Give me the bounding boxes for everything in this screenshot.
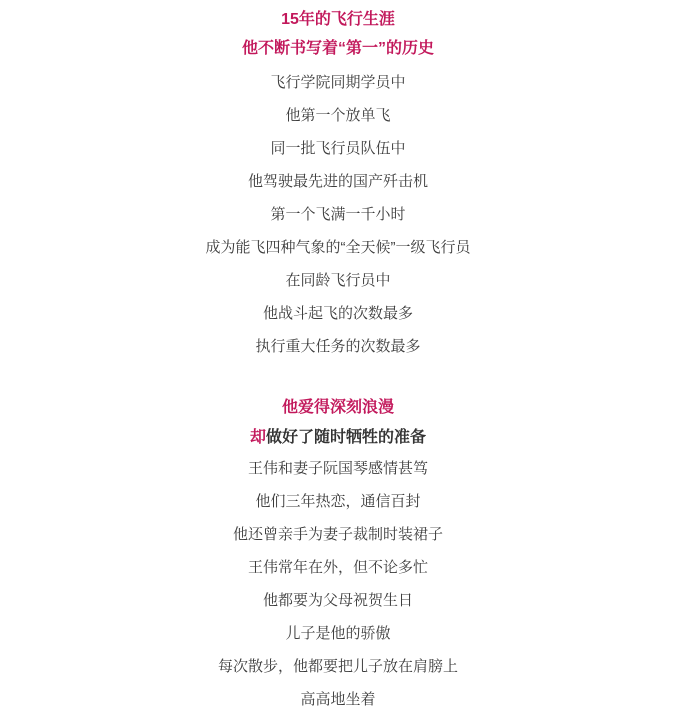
article-section-2 (20, 393, 656, 716)
section-2-line-1: 王伟和妻子阮国琴感情甚笃 (247, 460, 428, 477)
section-2-line-8: 高高地坐着 (300, 691, 376, 708)
section-2-heading-rest: 做好了随时牺牲的准备 (266, 429, 427, 446)
section-2-heading-accent-char: 却 (249, 429, 266, 446)
section-1-line-2: 他第一个放单飞 (285, 107, 391, 124)
section-1-line-8: 他战斗起飞的次数最多 (262, 305, 413, 322)
section-2-heading-secondary (20, 425, 656, 452)
section-1-heading-primary: 15年的飞行生涯 (281, 11, 395, 28)
section-1-line-3: 同一批飞行员队伍中 (270, 140, 406, 157)
article-section-1 (20, 6, 656, 363)
section-1-line-6: 成为能飞四种气象的“全天候”一级飞行员 (205, 239, 471, 256)
section-1-line-1: 飞行学院同期学员中 (270, 74, 406, 91)
section-1-line-7: 在同龄飞行员中 (285, 272, 391, 289)
section-1-line-9: 执行重大任务的次数最多 (255, 338, 421, 355)
section-2-line-4: 王伟常年在外，但不论多忙 (247, 559, 428, 576)
section-1-heading-secondary: 他不断书写着“第一”的历史 (241, 40, 434, 57)
section-1-line-4: 他驾驶最先进的国产歼击机 (247, 173, 428, 190)
section-2-heading-primary: 他爱得深刻浪漫 (281, 399, 394, 416)
section-2-line-6: 儿子是他的骄傲 (285, 625, 391, 642)
section-2-line-3: 他还曾亲手为妻子裁制时装裙子 (232, 526, 443, 543)
section-2-line-7: 每次散步，他都要把儿子放在肩膀上 (217, 658, 458, 675)
section-2-line-2: 他们三年热恋，通信百封 (255, 493, 421, 510)
section-2-line-5: 他都要为父母祝贺生日 (262, 592, 413, 609)
section-1-line-5: 第一个飞满一千小时 (270, 206, 406, 223)
section-divider-spacer (20, 363, 656, 393)
